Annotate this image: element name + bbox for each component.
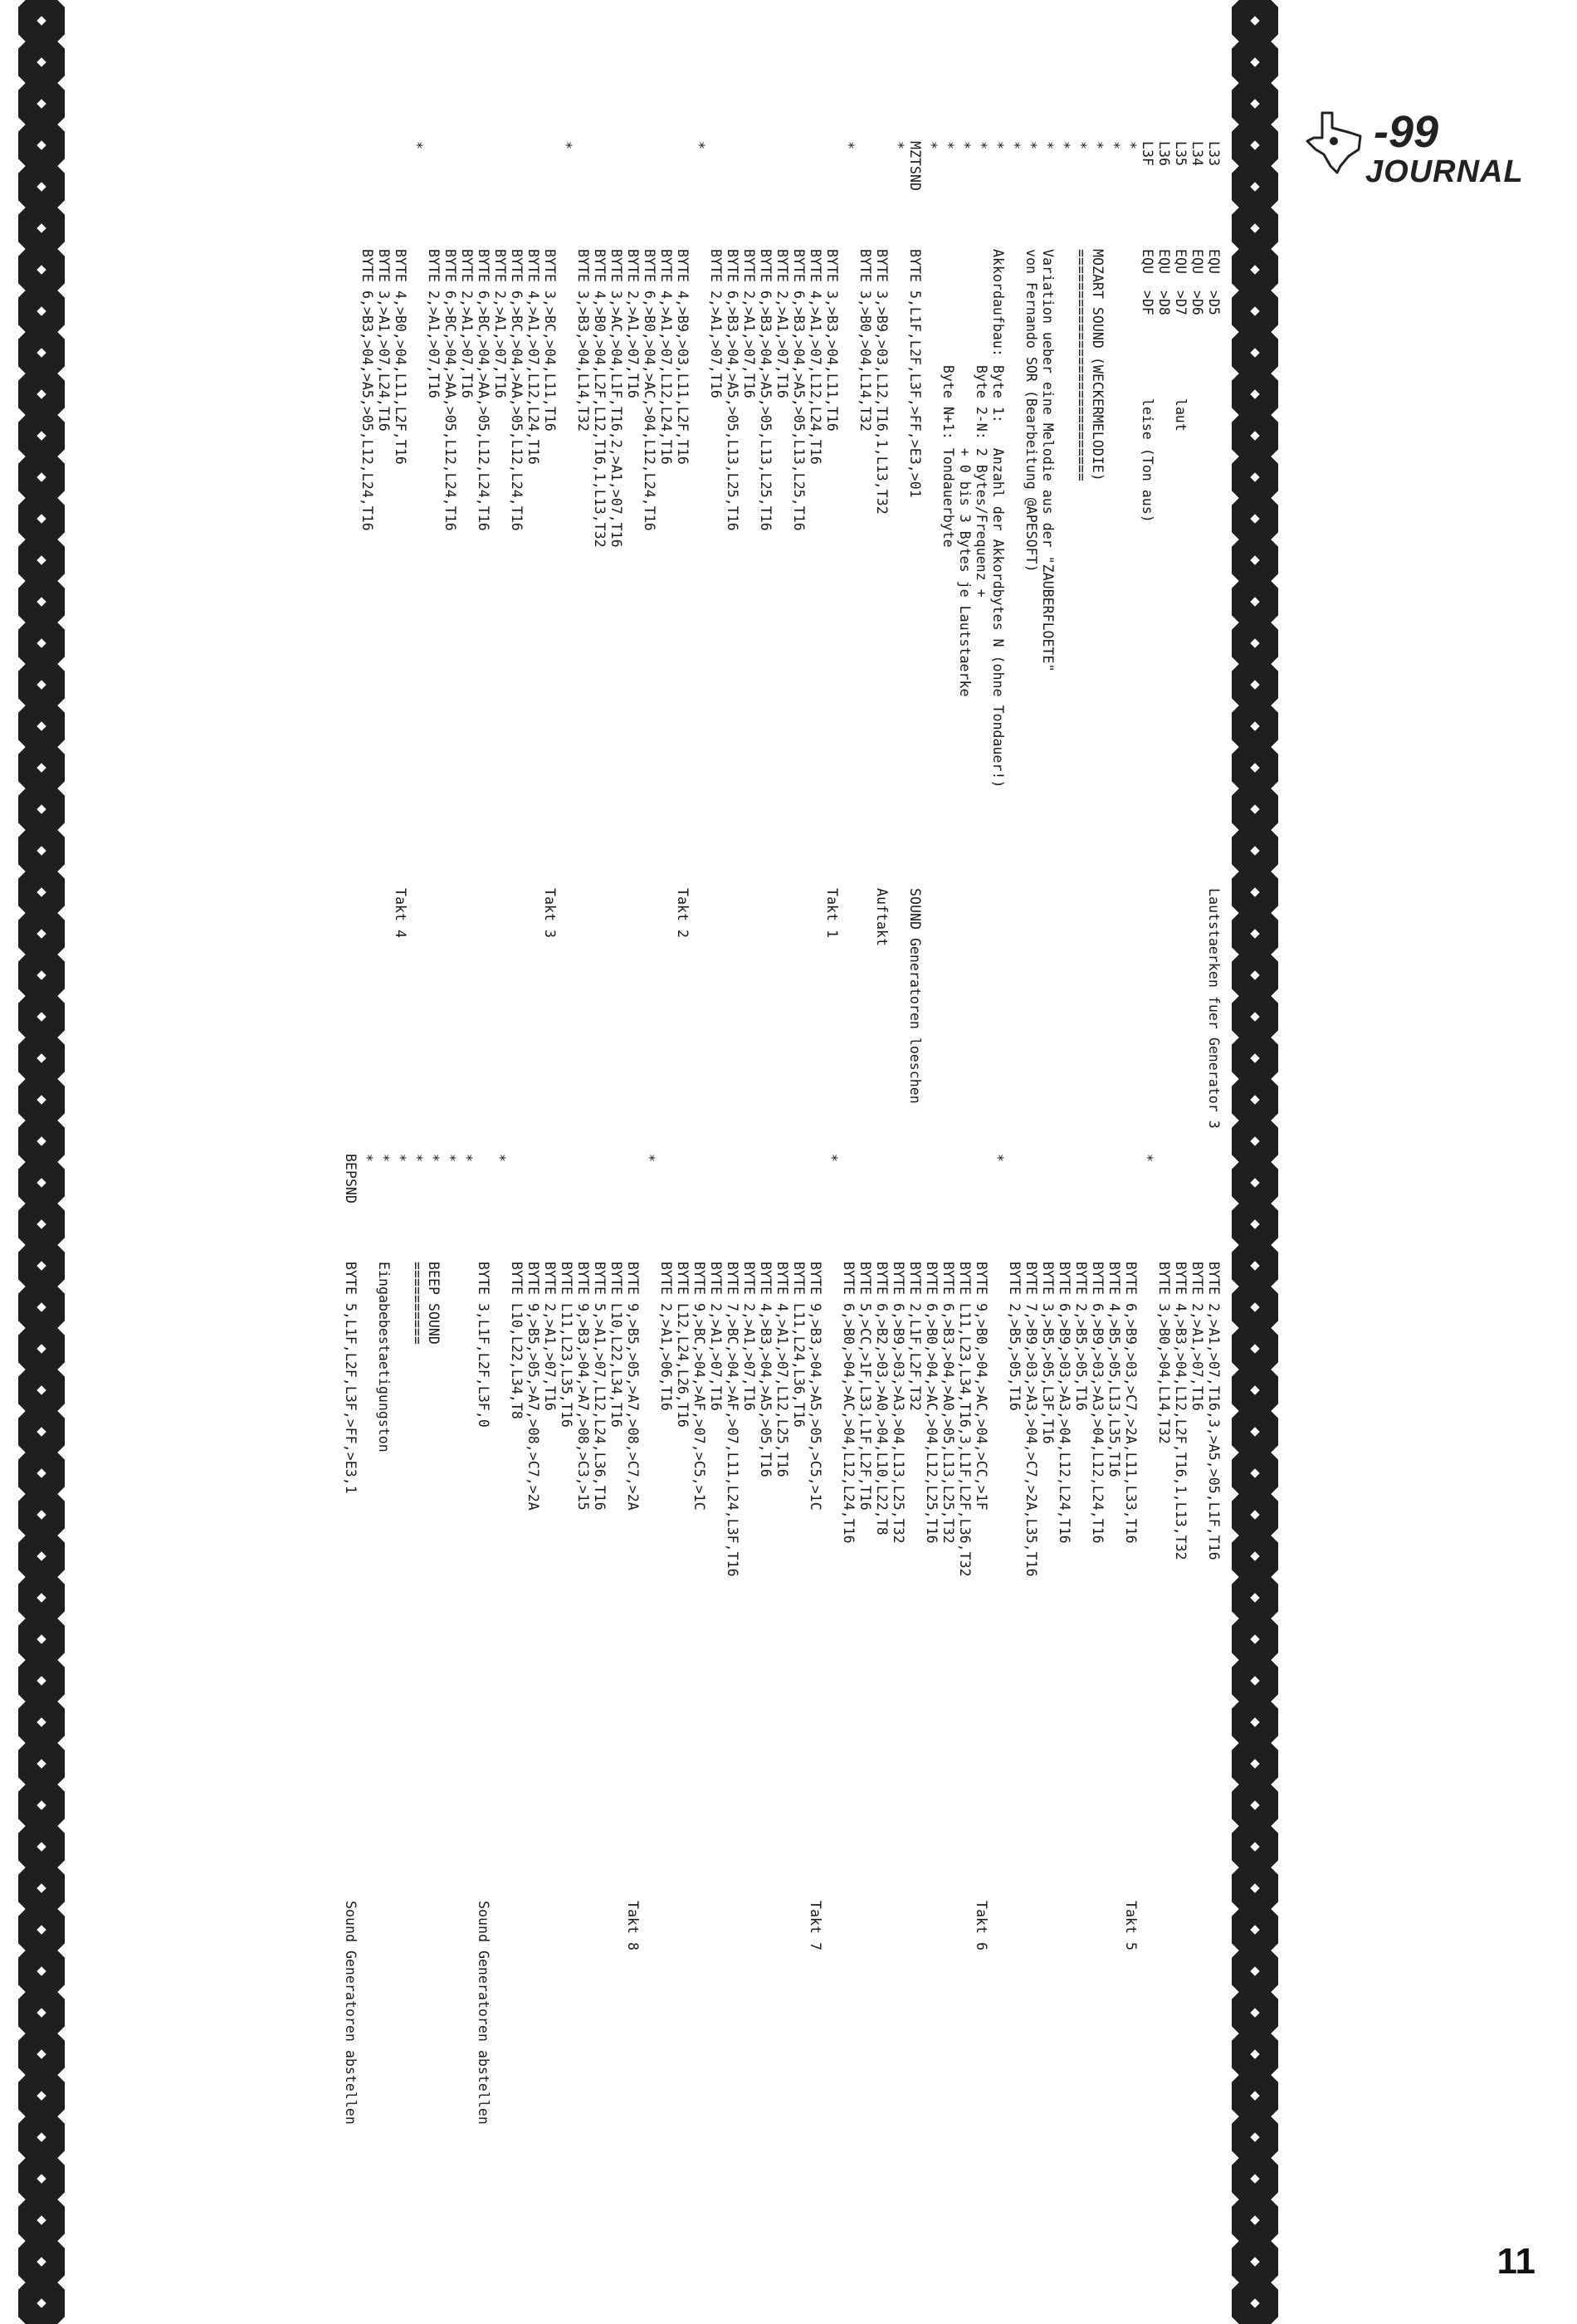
code-statement: BYTE 2,>A1,>07,T16: [426, 249, 442, 398]
code-label: *: [841, 141, 857, 149]
code-label: *: [691, 141, 707, 149]
code-statement: BYTE 4,>B0,>04,L2F,L12,T16,1,L13,T32: [592, 249, 608, 548]
code-label: *: [492, 1154, 508, 1162]
code-statement: BYTE 2,>A1,>07,T16: [542, 1262, 558, 1411]
code-statement: EQU >D8: [1156, 249, 1172, 315]
code-statement: BYTE 6,>B3,>04,>A5,>05,L13,L25,T16: [791, 249, 807, 531]
code-statement: BYTE 6,>B0,>04,>AC,>04,L12,L24,T16: [642, 249, 657, 531]
code-line: [707, 1154, 724, 2166]
code-line: [624, 141, 641, 1154]
code-line: [1023, 141, 1039, 1154]
code-line: [1006, 1154, 1023, 2166]
code-statement: EQU >D7 laut: [1173, 249, 1189, 432]
code-statement: BYTE 2,>B5,>05,T16: [1073, 1262, 1089, 1411]
code-line: [973, 1154, 989, 2166]
code-line: [674, 1154, 691, 2166]
code-line: [558, 1154, 574, 2166]
code-statement: Eingabebestaetigungston: [376, 1262, 392, 1452]
code-line: [525, 141, 541, 1154]
code-statement: BYTE 7,>B9,>03,>A3,>04,>C7,>2A,L35,T16: [1023, 1262, 1039, 1577]
listing-column-left: [359, 141, 1222, 1154]
listing-column-right: [342, 1154, 1222, 2166]
code-statement: BYTE 6,>BC,>04,>AA,>05,L12,L24,T16: [476, 249, 491, 531]
code-line: [740, 141, 757, 1154]
code-statement: BYTE 2,>A1,>07,T16: [774, 249, 790, 398]
code-statement: MOZART SOUND (WECKERMELODIE): [1090, 249, 1106, 481]
code-statement: BYTE 3,>B3,>04,L11,T16: [824, 249, 840, 432]
code-label: *: [924, 141, 940, 149]
code-statement: BYTE 3,>A1,>07,L24,T16: [376, 249, 392, 432]
code-statement: BYTE 4,>A1,>07,L12,L24,T16: [658, 249, 674, 465]
code-statement: BYTE 6,>B3,>04,>A0,>05,L13,L25,T32: [940, 1262, 956, 1544]
code-line: [923, 141, 940, 1154]
code-statement: BYTE 5,L1F,L2F,L3F,>FF,>E3,>01: [907, 249, 923, 498]
code-statement: BYTE 2,>A1,>07,T16: [741, 249, 757, 398]
code-line: [1172, 141, 1189, 1154]
code-line: [724, 141, 740, 1154]
code-statement: ==========: [409, 1262, 425, 1345]
code-comment: Takt 2: [675, 888, 691, 938]
code-line: [608, 1154, 624, 2166]
code-line: [906, 1154, 923, 2166]
code-label: *: [1073, 141, 1089, 149]
code-statement: BYTE 4,>A1,>07,L12,L24,T16: [525, 249, 541, 465]
code-line: [641, 1154, 657, 2166]
code-comment: Takt 3: [542, 888, 558, 938]
code-statement: EQU >D5: [1206, 249, 1222, 315]
code-statement: BYTE 6,>BC,>04,>AA,>05,L12,L24,T16: [442, 249, 458, 531]
code-statement: BYTE 4,>B0,>04,L11,L2F,T16: [393, 249, 408, 465]
code-line: [425, 1154, 442, 2166]
code-line: [840, 141, 857, 1154]
code-line: [807, 1154, 823, 2166]
code-line: [541, 1154, 558, 2166]
code-line: [790, 1154, 807, 2166]
code-label: *: [990, 1154, 1006, 1162]
code-line: [657, 1154, 674, 2166]
code-statement: Variation ueber eine Melodie aus der "ZAUBERFLOETE": [1040, 249, 1056, 672]
code-label: *: [1023, 141, 1039, 149]
code-line: [1056, 1154, 1072, 2166]
code-label: *: [1007, 141, 1023, 149]
code-line: [989, 141, 1006, 1154]
code-statement: Akkordaufbau: Byte 1: Anzahl der Akkordbytes N (ohne Tondauer!): [990, 249, 1006, 788]
code-statement: BYTE 4,>B3,>04,>A5,>05,T16: [758, 1262, 774, 1477]
code-line: [1039, 141, 1056, 1154]
code-statement: BYTE 4,>A1,>07,L12,L25,T16: [774, 1262, 790, 1477]
code-statement: BYTE 6,>B9,>03,>A3,>04,L12,L24,T16: [1090, 1262, 1106, 1544]
code-line: [541, 141, 558, 1154]
code-line: [873, 141, 890, 1154]
code-statement: BYTE 2,>A1,>06,T16: [658, 1262, 674, 1411]
code-label: *: [940, 141, 956, 149]
code-line: [1205, 141, 1222, 1154]
code-line: [425, 141, 442, 1154]
code-line: [1139, 1154, 1155, 2166]
code-line: [1072, 141, 1089, 1154]
code-line: [740, 1154, 757, 2166]
code-label: L33: [1206, 141, 1222, 166]
code-comment: Takt 7: [808, 1901, 823, 1950]
code-label: *: [393, 1154, 408, 1162]
code-statement: BYTE 9,>B5,>05,>A7,>08,>C7,>2A: [525, 1262, 541, 1511]
code-statement: BYTE 6,>B0,>04,>AC,>04,L12,L24,T16: [841, 1262, 857, 1544]
code-label: *: [359, 1154, 375, 1162]
code-line: [591, 1154, 608, 2166]
code-line: [342, 1154, 359, 2166]
code-line: [774, 141, 790, 1154]
code-label: *: [1140, 1154, 1155, 1162]
code-line: [491, 141, 508, 1154]
code-line: [1205, 1154, 1222, 2166]
code-label: *: [426, 1154, 442, 1162]
code-line: [508, 1154, 525, 2166]
code-label: *: [642, 1154, 657, 1162]
code-statement: BYTE 3,>AC,>04,L1F,T16,2,>A1,>07,T16: [608, 249, 624, 548]
code-label: *: [1057, 141, 1072, 149]
code-statement: BYTE 2,>A1,>07,T16,3,>A5,>05,L1F,T16: [1206, 1262, 1222, 1560]
code-statement: Byte N+1: Tondauerbyte: [940, 249, 956, 548]
code-line: [1122, 1154, 1139, 2166]
code-line: [624, 1154, 641, 2166]
code-statement: BYTE 2,>A1,>07,T16: [741, 1262, 757, 1411]
code-statement: BYTE 6,>B0,>04,>AC,>04,L12,L25,T16: [924, 1262, 940, 1544]
code-label: *: [376, 1154, 392, 1162]
code-comment: Takt 8: [625, 1901, 641, 1950]
code-line: [574, 1154, 591, 2166]
code-label: *: [1040, 141, 1056, 149]
code-statement: Byte 2-N: 2 Bytes/Frequenz +: [974, 249, 989, 598]
code-statement: BYTE 2,>A1,>07,T16: [1189, 1262, 1205, 1411]
code-line: [558, 141, 574, 1154]
code-label: *: [409, 141, 425, 149]
code-statement: BYTE L10,L22,L34,T16: [608, 1262, 624, 1428]
code-statement: BYTE 2,>A1,>07,T16: [708, 249, 724, 398]
code-statement: BYTE 9,>BC,>04,>AF,>07,>C5,>1C: [691, 1262, 707, 1511]
code-label: *: [1090, 141, 1106, 149]
journal-logo: [1299, 108, 1531, 191]
code-statement: BYTE 4,>A1,>07,L12,L24,T16: [808, 249, 823, 465]
code-line: [1023, 1154, 1039, 2166]
code-statement: BYTE 3,>B3,>04,L14,T32: [575, 249, 591, 432]
page-number: 11: [1496, 2241, 1536, 2282]
code-line: [823, 141, 840, 1154]
code-label: *: [1106, 141, 1122, 149]
code-label: *: [957, 141, 973, 149]
code-statement: BYTE 3,L1F,L2F,L3F,0: [476, 1262, 491, 1428]
code-line: [359, 141, 375, 1154]
code-line: [1006, 141, 1023, 1154]
code-line: [691, 141, 707, 1154]
code-comment: Auftakt: [874, 888, 890, 946]
code-line: [823, 1154, 840, 2166]
code-label: *: [891, 141, 906, 149]
code-line: [973, 141, 989, 1154]
code-line: [574, 141, 591, 1154]
code-statement: BYTE 5,L1F,L2F,L3F,>FF,>E3,1: [343, 1262, 359, 1494]
diamond-border-left: [18, 0, 65, 2324]
code-label: L36: [1156, 141, 1172, 166]
code-statement: BYTE L12,L24,L26,T16: [675, 1262, 691, 1428]
code-line: [608, 141, 624, 1154]
code-label: BEPSND: [343, 1154, 359, 1204]
code-statement: BYTE 4,>B9,>03,L11,L2F,T16: [675, 249, 691, 465]
code-comment: Sound Generatoren abstellen: [476, 1901, 491, 2125]
code-line: [1106, 1154, 1122, 2166]
code-line: [857, 141, 873, 1154]
code-statement: BYTE 2,>A1,>07,T16: [708, 1262, 724, 1411]
code-line: [890, 141, 906, 1154]
code-comment: Lautstaerken fuer Generator 3: [1206, 888, 1222, 1129]
code-line: [1072, 1154, 1089, 2166]
logo-number: -99: [1374, 107, 1439, 157]
code-statement: BYTE 6,>B2,>03,>A0,>04,L10,L22,T8: [874, 1262, 890, 1536]
code-line: [475, 1154, 491, 2166]
code-comment: Sound Generatoren abstellen: [343, 1901, 359, 2125]
code-label: *: [442, 1154, 458, 1162]
code-label: L35: [1173, 141, 1189, 166]
code-line: [1089, 1154, 1106, 2166]
code-statement: BYTE 6,>B3,>04,>A5,>05,L13,L25,T16: [758, 249, 774, 531]
code-statement: BYTE 2,>A1,>07,T16: [625, 249, 641, 398]
code-line: [525, 1154, 541, 2166]
code-line: [707, 141, 724, 1154]
code-statement: BYTE 3,>B0,>04,L14,T32: [857, 249, 873, 432]
code-line: [1089, 141, 1106, 1154]
code-statement: BYTE L11,L23,L35,T16: [559, 1262, 574, 1428]
code-line: [674, 141, 691, 1154]
code-statement: BYTE L10,L22,L34,T8: [509, 1262, 525, 1419]
code-statement: BYTE 2,>A1,>07,T16: [492, 249, 508, 398]
code-line: [940, 1154, 956, 2166]
code-statement: BYTE 4,>B3,>04,L12,L2F,T16,1,L13,T32: [1173, 1262, 1189, 1560]
code-statement: BYTE 5,>CC,>1F,L33,L1F,L2F,T16: [857, 1262, 873, 1511]
code-statement: BYTE 6,>B3,>04,>A5,>05,L13,L25,T16: [725, 249, 740, 531]
code-line: [475, 141, 491, 1154]
code-label: *: [824, 1154, 840, 1162]
code-statement: BEEP SOUND: [426, 1262, 442, 1345]
code-comment: Takt 1: [824, 888, 840, 938]
code-label: L3F: [1140, 141, 1155, 166]
code-line: [657, 141, 674, 1154]
assembly-listing: [110, 141, 1222, 2166]
texas-outline-icon: [1299, 108, 1367, 176]
code-statement: BYTE 6,>B9,>03,>C7,>2A,L11,L33,T16: [1123, 1262, 1139, 1544]
code-statement: BYTE 3,>B9,>03,L12,T16,1,L13,T32: [874, 249, 890, 515]
logo-word: JOURNAL: [1365, 154, 1524, 189]
code-line: [1155, 1154, 1172, 2166]
code-comment: SOUND Generatoren loeschen: [907, 888, 923, 1104]
code-comment: Takt 5: [1123, 1901, 1139, 1950]
code-line: [359, 1154, 375, 2166]
code-line: [1039, 1154, 1056, 2166]
code-statement: BYTE 4,>B5,>05,L13,L35,T16: [1106, 1262, 1122, 1477]
code-statement: ============================: [1073, 249, 1089, 481]
code-label: *: [974, 141, 989, 149]
code-line: [890, 1154, 906, 2166]
code-statement: BYTE L11,L24,L36,T16: [791, 1262, 807, 1428]
code-statement: BYTE 6,>BC,>04,>AA,>05,L12,L24,T16: [509, 249, 525, 531]
code-line: [1189, 1154, 1205, 2166]
code-line: [591, 141, 608, 1154]
code-label: *: [559, 141, 574, 149]
code-line: [641, 141, 657, 1154]
code-line: [491, 1154, 508, 2166]
code-line: [807, 141, 823, 1154]
code-line: [408, 141, 425, 1154]
code-line: [1172, 1154, 1189, 2166]
code-statement: BYTE 7,>BC,>04,>AF,>07,L11,L24,L3F,T16: [725, 1262, 740, 1577]
code-statement: BYTE 2,L1F,L2F,T32: [907, 1262, 923, 1411]
code-statement: BYTE L11,L23,L34,T16,3,L1F,L2F,L36,T32: [957, 1262, 973, 1577]
code-line: [458, 1154, 475, 2166]
code-line: [873, 1154, 890, 2166]
code-statement: BYTE 9,>B5,>05,>A7,>08,>C7,>2A: [625, 1262, 641, 1511]
code-line: [790, 141, 807, 1154]
code-statement: von Fernando SOR (Bearbeitung @APESOFT): [1023, 249, 1039, 573]
code-statement: BYTE 6,>B3,>04,>A5,>05,L12,L24,T16: [359, 249, 375, 531]
code-line: [906, 141, 923, 1154]
code-line: [724, 1154, 740, 2166]
code-line: [1106, 141, 1122, 1154]
code-statement: BYTE 9,>B0,>04,>AC,>04,>CC,>1F: [974, 1262, 989, 1511]
code-comment: Takt 6: [974, 1901, 989, 1950]
code-line: [857, 1154, 873, 2166]
code-line: [757, 141, 774, 1154]
code-line: [757, 1154, 774, 2166]
code-statement: BYTE 3,>B0,>04,L14,T32: [1156, 1262, 1172, 1444]
code-line: [442, 141, 458, 1154]
code-line: [508, 141, 525, 1154]
code-statement: BYTE 3,>BC,>04,L11,T16: [542, 249, 558, 432]
code-line: [940, 141, 956, 1154]
code-line: [840, 1154, 857, 2166]
code-line: [1189, 141, 1205, 1154]
code-statement: EQU >D6: [1189, 249, 1205, 315]
code-label: *: [459, 1154, 475, 1162]
code-label: L34: [1189, 141, 1205, 166]
code-line: [956, 141, 973, 1154]
code-line: [442, 1154, 458, 2166]
code-line: [375, 1154, 392, 2166]
code-statement: BYTE 3,>B5,>05,L3F,T16: [1040, 1262, 1056, 1444]
code-line: [989, 1154, 1006, 2166]
code-statement: + 0 bis 3 Bytes je Lautstaerke: [957, 249, 973, 697]
code-statement: BYTE 6,>B9,>03,>A3,>04,L12,L24,T16: [1057, 1262, 1072, 1544]
code-line: [923, 1154, 940, 2166]
code-statement: BYTE 2,>B5,>05,T16: [1007, 1262, 1023, 1411]
code-line: [1056, 141, 1072, 1154]
code-line: [458, 141, 475, 1154]
code-statement: BYTE 6,>B9,>03,>A3,>04,L13,L25,T32: [891, 1262, 906, 1544]
code-statement: BYTE 2,>A1,>07,T16: [459, 249, 475, 398]
code-statement: BYTE 9,>B3,>04,>A5,>05,>C5,>1C: [808, 1262, 823, 1511]
code-comment: Takt 4: [393, 888, 408, 938]
code-statement: BYTE 5,>A1,>07,L12,L24,L36,T16: [592, 1262, 608, 1511]
code-line: [956, 1154, 973, 2166]
code-line: [392, 1154, 408, 2166]
code-line: [691, 1154, 707, 2166]
code-line: [1122, 141, 1139, 1154]
code-label: MZTSND: [907, 141, 923, 191]
diamond-border-right: [1232, 0, 1278, 2324]
code-label: *: [990, 141, 1006, 149]
code-statement: BYTE 9,>B3,>04,>A7,>08,>C3,>15: [575, 1262, 591, 1511]
code-line: [375, 141, 392, 1154]
code-label: *: [1123, 141, 1139, 149]
code-label: *: [409, 1154, 425, 1162]
code-line: [1155, 141, 1172, 1154]
code-statement: EQU >DF leise (Ton aus): [1140, 249, 1155, 523]
code-line: [408, 1154, 425, 2166]
code-line: [774, 1154, 790, 2166]
code-line: [392, 141, 408, 1154]
code-line: [1139, 141, 1155, 1154]
